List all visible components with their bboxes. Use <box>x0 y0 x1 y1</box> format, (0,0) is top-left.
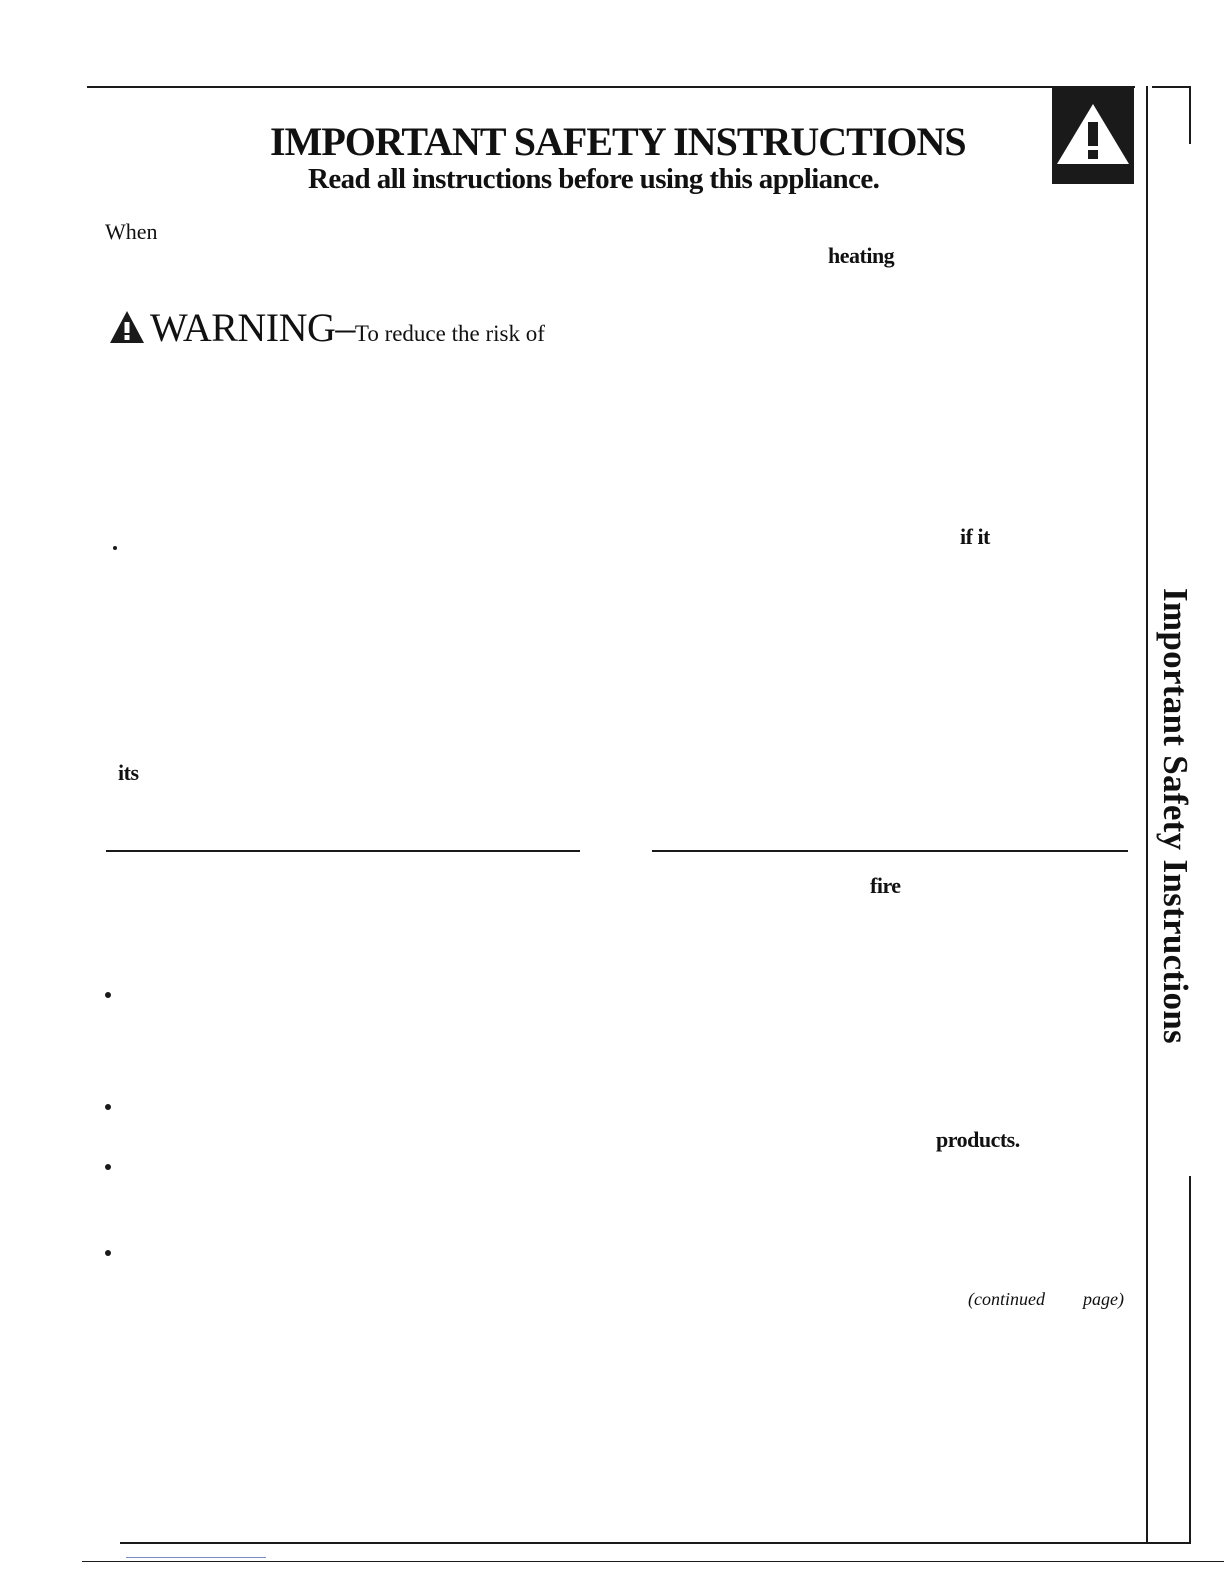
sidebar-edge-top <box>1189 86 1191 144</box>
intro-text-heating: heating <box>828 243 895 268</box>
bottom-accent-rule <box>126 1557 266 1558</box>
top-rule <box>87 86 1135 88</box>
page-title: IMPORTANT SAFETY INSTRUCTIONS <box>270 119 966 164</box>
bottom-rule <box>120 1542 1190 1544</box>
bullet-dot <box>105 1104 111 1110</box>
bullet-dot <box>105 1164 111 1170</box>
bullet-dot <box>105 992 111 998</box>
continued-note: (continued <box>968 1289 1045 1309</box>
text-fire: fire <box>870 873 901 898</box>
intro-text-when: When <box>105 219 158 244</box>
sidebar-section-label: Important Safety Instructions <box>1156 588 1195 1044</box>
warning-line <box>108 304 545 351</box>
text-its: its <box>118 760 139 785</box>
warning-text: To reduce the risk of <box>354 321 545 346</box>
warning-label: WARNING– <box>150 305 355 350</box>
text-products: products. <box>936 1127 1020 1152</box>
sidebar-top-rule <box>1152 86 1190 88</box>
warning-triangle-icon <box>108 309 146 345</box>
continued-page: page) <box>1083 1289 1124 1309</box>
bullet-dot <box>113 546 117 550</box>
sidebar-edge-bottom <box>1189 1176 1191 1544</box>
text-if-it: if it <box>960 524 990 549</box>
right-section-rule <box>652 850 1128 852</box>
left-section-rule <box>106 850 580 852</box>
warning-triangle-icon <box>1052 86 1134 184</box>
page-subtitle: Read all instructions before using this appliance. <box>308 163 880 195</box>
page-bottom-rule <box>82 1561 1224 1562</box>
warning-badge <box>1052 86 1134 184</box>
bullet-dot <box>105 1250 111 1256</box>
